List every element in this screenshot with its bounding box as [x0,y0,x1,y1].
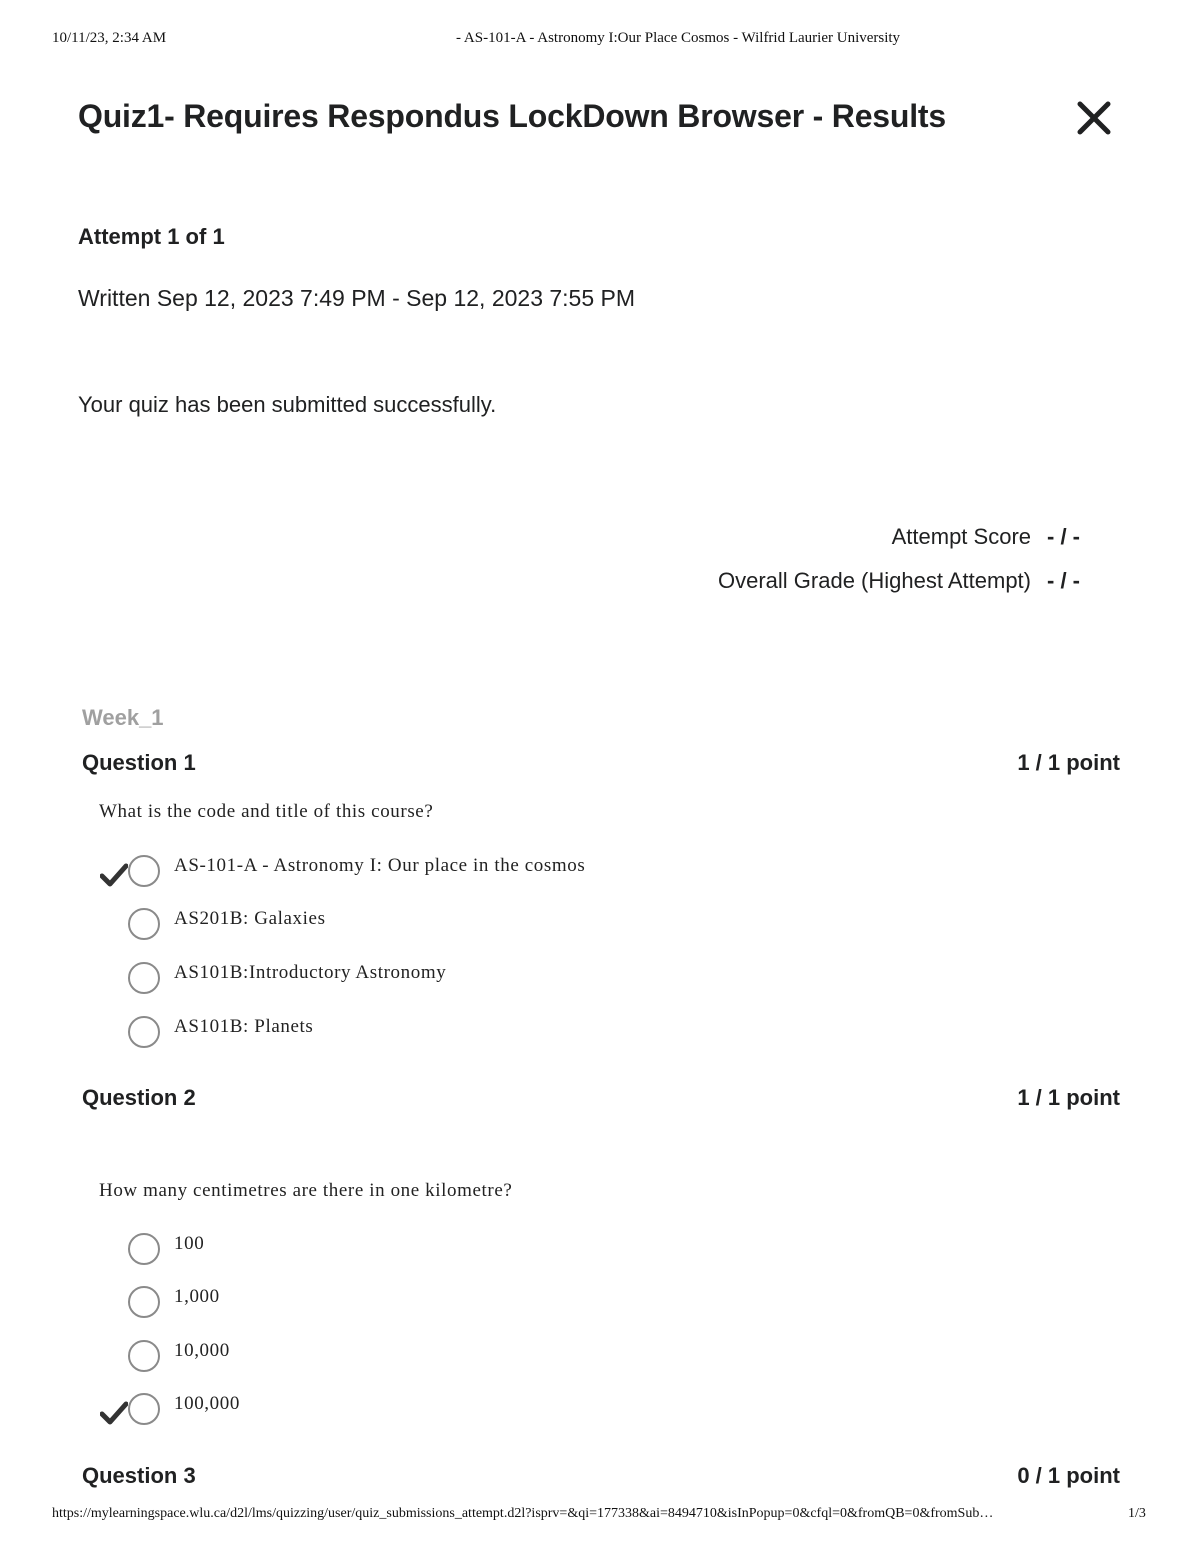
question-1-title: Question 1 [82,750,196,775]
question-3-points: 0 / 1 point [1017,1463,1120,1488]
radio-button[interactable] [128,1016,160,1048]
question-2-choice-3[interactable] [100,1340,800,1380]
overall-grade-label: Overall Grade (Highest Attempt) [717,568,1031,593]
choice-label: 1,000 [174,1286,220,1307]
choice-label: AS-101-A - Astronomy I: Our place in the cosmos [174,855,586,876]
choice-label: AS101B: Planets [174,1016,314,1037]
radio-button[interactable] [128,1393,160,1425]
checkmark-icon [100,1401,128,1425]
radio-button[interactable] [128,908,160,940]
overall-grade-row [718,568,1080,594]
question-2-choice-2[interactable] [100,1286,800,1326]
print-footer [0,1506,1200,1526]
close-icon [1074,98,1114,138]
radio-button[interactable] [128,962,160,994]
question-1-text: What is the code and title of this course? [99,801,434,822]
question-3-title: Question 3 [82,1463,196,1488]
question-1-choice-3[interactable] [100,962,800,1002]
question-2-title: Question 2 [82,1085,196,1110]
question-2-choice-4[interactable] [100,1393,800,1433]
attempt-score-value: - / - [1047,524,1080,549]
close-button[interactable] [1074,98,1114,138]
choice-label: AS101B:Introductory Astronomy [174,962,447,983]
question-2-points: 1 / 1 point [1017,1085,1120,1110]
question-2-text: How many centimetres are there in one kilometre? [99,1180,513,1201]
choice-label: AS201B: Galaxies [174,908,326,929]
question-1-choice-4[interactable] [100,1016,800,1056]
choice-label: 10,000 [174,1340,230,1361]
checkmark-icon [100,863,128,887]
choice-label: 100 [174,1233,205,1254]
print-header [0,30,1200,50]
choice-label: 100,000 [174,1393,240,1414]
overall-grade-value: - / - [1047,568,1080,593]
print-date: 10/11/23, 2:34 AM [52,30,167,46]
attempt-score-label: Attempt Score [891,524,1031,549]
submission-message: Your quiz has been submitted successfully. [78,392,497,417]
section-label: Week_1 [82,705,164,730]
radio-button[interactable] [128,1286,160,1318]
written-timestamp: Written Sep 12, 2023 7:49 PM - Sep 12, 2023 7:55 PM [78,285,636,311]
question-1-points: 1 / 1 point [1017,750,1120,775]
question-2-choice-1[interactable] [100,1233,800,1273]
radio-button[interactable] [128,1340,160,1372]
attempt-score-row [892,524,1080,550]
radio-button[interactable] [128,1233,160,1265]
print-doc-title: - AS-101-A - Astronomy I:Our Place Cosmos - Wilfrid Laurier University [456,30,901,46]
question-1-choice-1[interactable] [100,855,800,895]
page-title: Quiz1- Requires Respondus LockDown Browser - Results [78,98,946,134]
attempt-label: Attempt 1 of 1 [78,224,225,249]
question-1-choice-2[interactable] [100,908,800,948]
page-number: 1/3 [1128,1506,1146,1521]
radio-button[interactable] [128,855,160,887]
print-url: https://mylearningspace.wlu.ca/d2l/lms/quizzing/user/quiz_submissions_attempt.d2l?isprv=&qi=177338&ai=8494710&isInPopup=0&cfql=0&fromQB=0&fromSub… [52,1506,994,1521]
